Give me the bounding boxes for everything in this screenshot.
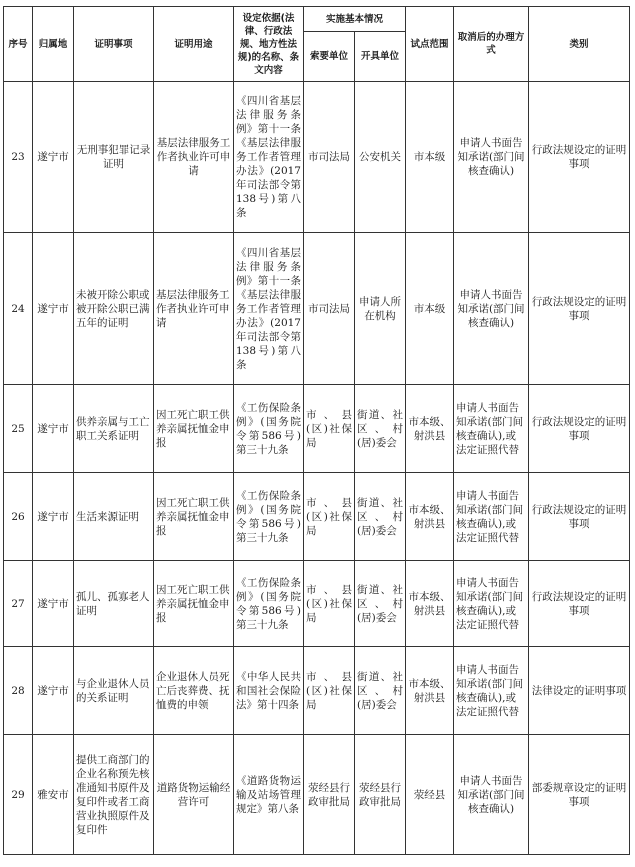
cell-issuer: 街道、社区、村(居)委会 (355, 647, 406, 735)
cell-requester: 市、县(区)社保局 (304, 473, 355, 561)
table-row (4, 385, 630, 473)
table-row (4, 647, 630, 735)
cell-region: 遂宁市 (33, 561, 74, 647)
cell-issuer: 申请人所在机构 (355, 233, 406, 385)
header-requester: 索要单位 (304, 32, 355, 82)
cell-requester: 市司法局 (304, 82, 355, 233)
cell-item: 供养亲属与工亡职工关系证明 (74, 385, 154, 473)
cell-basis: 《工伤保险条例》(国务院令第586号)第三十九条 (234, 561, 304, 647)
cell-category: 部委规章设定的证明事项 (529, 735, 630, 855)
cell-region: 雅安市 (33, 735, 74, 855)
cell-issuer: 公安机关 (355, 82, 406, 233)
cell-issuer: 街道、社区、村(居)委会 (355, 561, 406, 647)
cell-item: 生活来源证明 (74, 473, 154, 561)
cell-item: 提供工商部门的企业名称预先核准通知书原件及复印件或者工商营业执照原件及复印件 (74, 735, 154, 855)
cell-scope: 市本级、射洪县 (406, 647, 454, 735)
table-row (4, 233, 630, 385)
table-row (4, 561, 630, 647)
cell-category: 行政法规设定的证明事项 (529, 385, 630, 473)
header-issuer: 开具单位 (355, 32, 406, 82)
cell-issuer: 街道、社区、村(居)委会 (355, 473, 406, 561)
cell-scope: 市本级、射洪县 (406, 561, 454, 647)
header-impl: 实施基本情况 (304, 7, 406, 32)
cell-purpose: 因工死亡职工供养亲属抚恤金申报 (154, 385, 234, 473)
cell-category: 法律设定的证明事项 (529, 647, 630, 735)
cell-region: 遂宁市 (33, 385, 74, 473)
certificate-items-table (3, 6, 630, 855)
cell-purpose: 基层法律服务工作者执业许可申请 (154, 233, 234, 385)
cell-scope: 荥经县 (406, 735, 454, 855)
cell-item: 孤儿、孤寡老人证明 (74, 561, 154, 647)
cell-requester: 市、县(区)社保局 (304, 561, 355, 647)
cell-method: 申请人书面告知承诺(部门间核查确认),或法定证照代替 (454, 561, 529, 647)
cell-no: 25 (4, 385, 33, 473)
header-purpose: 证明用途 (154, 7, 234, 82)
cell-purpose: 因工死亡职工供养亲属抚恤金申报 (154, 561, 234, 647)
cell-no: 23 (4, 82, 33, 233)
cell-method: 申请人书面告知承诺(部门间核查确认) (454, 233, 529, 385)
table-row (4, 82, 630, 233)
cell-no: 27 (4, 561, 33, 647)
cell-region: 遂宁市 (33, 82, 74, 233)
cell-no: 28 (4, 647, 33, 735)
cell-basis: 《工伤保险条例》(国务院令第586号)第三十九条 (234, 385, 304, 473)
cell-no: 29 (4, 735, 33, 855)
cell-category: 行政法规设定的证明事项 (529, 473, 630, 561)
cell-scope: 市本级 (406, 82, 454, 233)
cell-issuer: 荥经县行政审批局 (355, 735, 406, 855)
cell-method: 申请人书面告知承诺(部门间核查确认),或法定证照代替 (454, 385, 529, 473)
cell-category: 行政法规设定的证明事项 (529, 233, 630, 385)
cell-scope: 市本级、射洪县 (406, 473, 454, 561)
table-header (4, 7, 630, 82)
cell-method: 申请人书面告知承诺(部门间核查确认),或法定证照代替 (454, 473, 529, 561)
cell-requester: 市、县(区)社保局 (304, 385, 355, 473)
cell-no: 26 (4, 473, 33, 561)
header-no: 序号 (4, 7, 33, 82)
header-basis: 设定依据(法律、行政法规、地方性法规)的名称、条文内容 (234, 7, 304, 82)
cell-method: 申请人书面告知承诺(部门间核查确认),或法定证照代替 (454, 647, 529, 735)
cell-region: 遂宁市 (33, 647, 74, 735)
cell-issuer: 街道、社区、村(居)委会 (355, 385, 406, 473)
cell-no: 24 (4, 233, 33, 385)
table-row (4, 473, 630, 561)
cell-method: 申请人书面告知承诺(部门间核查确认) (454, 735, 529, 855)
cell-requester: 市、县(区)社保局 (304, 647, 355, 735)
cell-requester: 市司法局 (304, 233, 355, 385)
cell-item: 无刑事犯罪记录证明 (74, 82, 154, 233)
cell-purpose: 企业退休人员死亡后丧葬费、抚恤费的申领 (154, 647, 234, 735)
cell-category: 行政法规设定的证明事项 (529, 82, 630, 233)
cell-method: 申请人书面告知承诺(部门间核查确认) (454, 82, 529, 233)
cell-category: 行政法规设定的证明事项 (529, 561, 630, 647)
cell-basis: 《四川省基层法律服务条例》第十一条《基层法律服务工作者管理办法》(2017年司法部令第138号)第八条 (234, 233, 304, 385)
cell-purpose: 基层法律服务工作者执业许可申请 (154, 82, 234, 233)
table-body (4, 82, 630, 855)
cell-scope: 市本级 (406, 233, 454, 385)
cell-region: 遂宁市 (33, 233, 74, 385)
header-category: 类别 (529, 7, 630, 82)
cell-region: 遂宁市 (33, 473, 74, 561)
cell-basis: 《工伤保险条例》(国务院令第586号)第三十九条 (234, 473, 304, 561)
cell-scope: 市本级、射洪县 (406, 385, 454, 473)
document-page (3, 6, 630, 855)
cell-basis: 《中华人民共和国社会保险法》第十四条 (234, 647, 304, 735)
cell-requester: 荥经县行政审批局 (304, 735, 355, 855)
header-region: 归属地 (33, 7, 74, 82)
cell-item: 与企业退休人员的关系证明 (74, 647, 154, 735)
cell-purpose: 因工死亡职工供养亲属抚恤金申报 (154, 473, 234, 561)
cell-basis: 《四川省基层法律服务条例》第十一条《基层法律服务工作者管理办法》(2017年司法部令第138号)第八条 (234, 82, 304, 233)
cell-item: 未被开除公职或被开除公职已满五年的证明 (74, 233, 154, 385)
header-item: 证明事项 (74, 7, 154, 82)
cell-purpose: 道路货物运输经营许可 (154, 735, 234, 855)
cell-basis: 《道路货物运输及站场管理规定》第八条 (234, 735, 304, 855)
table-row (4, 735, 630, 855)
header-scope: 试点范围 (406, 7, 454, 82)
header-method: 取消后的办理方式 (454, 7, 529, 82)
